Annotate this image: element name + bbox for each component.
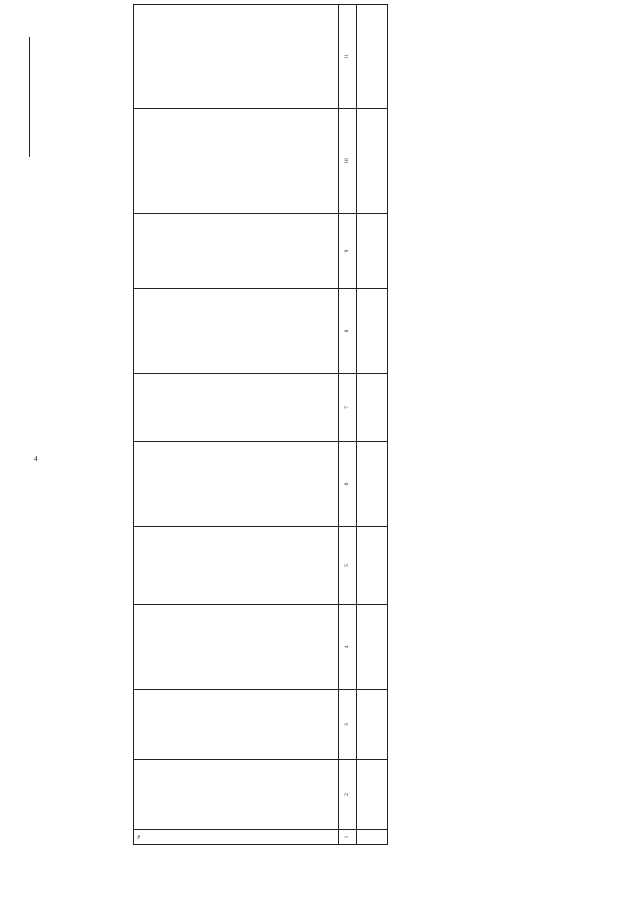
column-number: 11 xyxy=(339,5,357,109)
column-number: 4 xyxy=(339,605,357,690)
header-cell xyxy=(134,527,339,605)
empty-cell xyxy=(357,109,388,214)
header-row xyxy=(134,5,339,845)
empty-entry-row xyxy=(357,5,388,845)
empty-cell xyxy=(357,442,388,527)
empty-cell xyxy=(357,760,388,830)
journal-title xyxy=(93,25,129,845)
column-number: 9 xyxy=(339,214,357,289)
header-cell xyxy=(134,374,339,442)
column-number: 5 xyxy=(339,527,357,605)
empty-cell xyxy=(357,690,388,760)
column-number: 6 xyxy=(339,442,357,527)
header-cell xyxy=(134,289,339,374)
column-number: 2 xyxy=(339,760,357,830)
empty-cell xyxy=(357,527,388,605)
header-cell xyxy=(134,109,339,214)
column-number: 7 xyxy=(339,374,357,442)
page-number: 4 xyxy=(34,455,38,463)
column-number: 10 xyxy=(339,109,357,214)
header-cell xyxy=(134,760,339,830)
register-table xyxy=(133,4,388,845)
empty-cell xyxy=(357,289,388,374)
document-sheet xyxy=(15,15,640,900)
header-cell xyxy=(134,5,339,109)
column-number-row xyxy=(339,5,357,845)
empty-cell xyxy=(357,605,388,690)
header-cell: № xyxy=(134,830,339,845)
column-number: 3 xyxy=(339,690,357,760)
column-number: 1 xyxy=(339,830,357,845)
appendix-stamp xyxy=(19,37,89,212)
empty-cell xyxy=(357,830,388,845)
header-cell xyxy=(134,442,339,527)
header-cell xyxy=(134,690,339,760)
empty-cell xyxy=(357,5,388,109)
empty-cell xyxy=(357,374,388,442)
handwritten-signature xyxy=(19,37,30,157)
header-cell xyxy=(134,605,339,690)
empty-cell xyxy=(357,214,388,289)
header-cell xyxy=(134,214,339,289)
column-number: 8 xyxy=(339,289,357,374)
